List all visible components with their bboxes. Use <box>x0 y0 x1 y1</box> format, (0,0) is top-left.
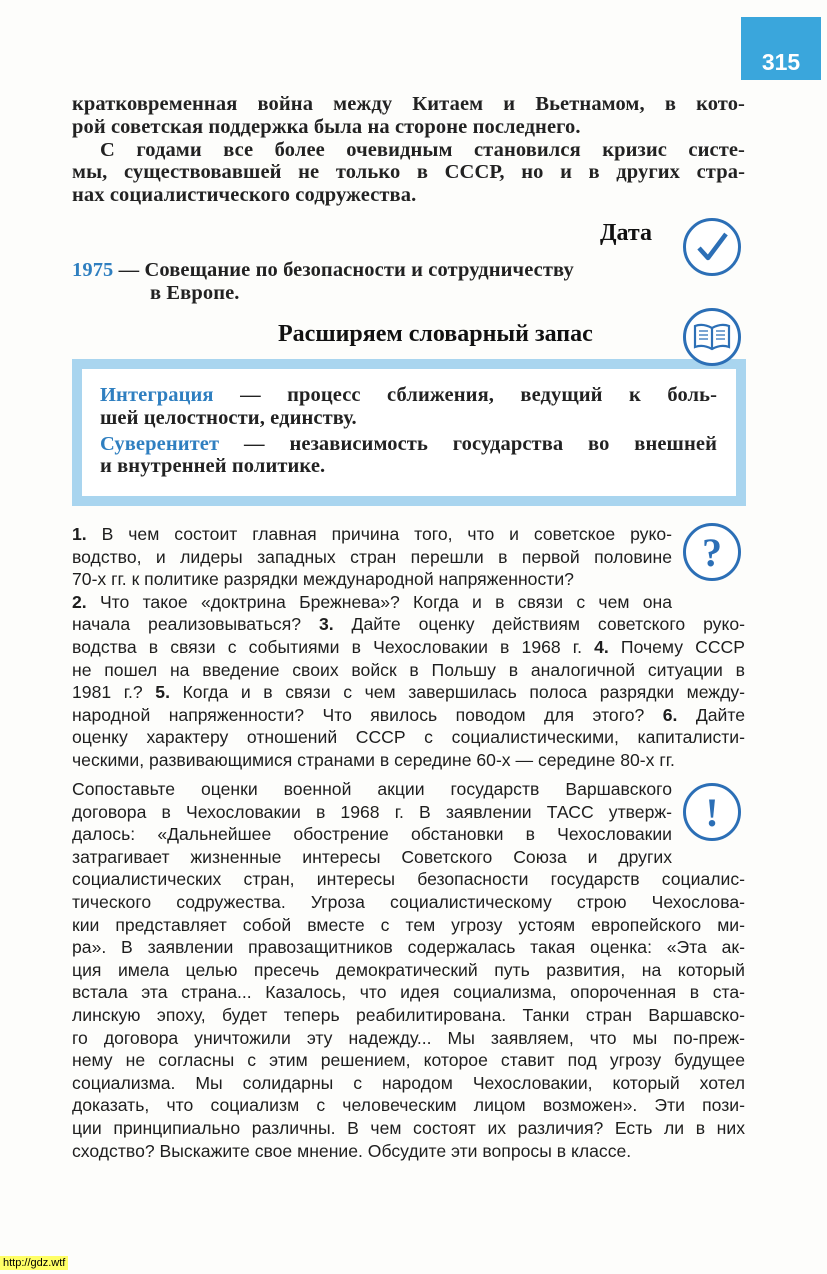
task-line: социализма. Мы солидарны с народом Чехословакии, который хотел <box>72 1072 745 1093</box>
vocab-term-line <box>100 384 717 407</box>
question-line <box>72 659 745 682</box>
question-line <box>72 681 745 704</box>
task-line: сходство? Выскажите свое мнение. Обсудите эти вопросы в классе. <box>72 1140 632 1161</box>
question-mark-icon: ? <box>683 523 741 581</box>
question-text: начала реализовываться? <box>72 614 319 635</box>
task-line: далось: «Дальнейшее обострение обстановки в Чехословакии <box>72 824 672 845</box>
book-icon <box>683 308 741 366</box>
vocab-definition-cont: и внутренней политике. <box>100 455 326 478</box>
question-text: ческими, развивающимися странами в середине 60-х — середине 80-х гг. <box>72 749 675 770</box>
question-line <box>72 546 672 569</box>
question-text: Дайте оценку действиям советского руко- <box>333 614 745 635</box>
question-text: народной напряженности? Что явилось поводом для этого? <box>72 704 663 725</box>
vocab-term-line <box>100 433 717 456</box>
page-number: 315 <box>741 17 821 80</box>
text-line: мы, существовавшей не только в СССР, но и в других стра- <box>72 161 745 184</box>
question-line <box>72 613 745 636</box>
date-text: — Совещание по безопасности и сотрудничеству <box>118 259 574 281</box>
task-paragraph <box>72 778 745 1162</box>
question-text: 1981 г.? <box>72 682 156 703</box>
task-line: тического содружества. Угроза социалистическому строю Чехослова- <box>72 891 745 912</box>
vocab-term: Интеграция <box>100 384 214 406</box>
vocab-definitions <box>100 384 717 478</box>
task-line: Сопоставьте оценки военной акции государств Варшавского <box>72 779 672 799</box>
task-line: нему не согласны с этим решением, которое ставит под угрозу будущее <box>72 1050 745 1071</box>
question-line <box>72 726 745 749</box>
question-line <box>72 568 672 591</box>
intro-paragraphs <box>72 93 745 207</box>
question-text: В чем состоит главная причина того, что и советское руко- <box>86 524 672 544</box>
task-line: ра». В заявлении правозащитников содержалась такая оценка: «Эта ак- <box>72 937 745 958</box>
vocab-term: Суверенитет <box>100 432 220 455</box>
task-line: договора в Чехословакии в 1968 г. В заявлении ТАСС утверж- <box>72 801 672 822</box>
questions-list <box>72 523 745 772</box>
question-text: Почему СССР <box>608 636 745 657</box>
vocab-heading: Расширяем словарный запас <box>278 321 593 347</box>
text-line: кратковременная война между Китаем и Вьетнамом, в кото- <box>72 93 745 115</box>
vocab-definition: — независимость государства во внешней <box>244 432 717 455</box>
vocab-definition: — процесс сближения, ведущий к боль- <box>240 384 717 406</box>
question-number: 2. <box>72 591 87 612</box>
task-line: линскую эпоху, будет теперь реабилитирована. Танки стран Варшавско- <box>72 1004 745 1025</box>
text-line: С годами все более очевидным становился кризис систе- <box>100 138 745 161</box>
question-text: не пошел на введение своих войск в Польшу в аналогичной ситуации в <box>72 659 745 680</box>
task-line: ция имела целью пресечь демократический путь развития, на который <box>72 959 745 980</box>
question-line <box>72 523 672 546</box>
date-entry <box>72 259 745 305</box>
task-line: ции принципиально различны. В чем состоят их различия? Есть ли в них <box>72 1117 745 1138</box>
task-line: затрагивает жизненные интересы Советского Союза и других <box>72 846 672 867</box>
task-line: социалистических стран, интересы безопасности государств социалис- <box>72 869 745 890</box>
question-line <box>72 704 745 727</box>
question-number: 3. <box>318 614 334 635</box>
task-line: встала эта страна... Казалось, что идея социализма, опороченная в ста- <box>72 982 745 1003</box>
question-text: оценку характеру отношений СССР с социалистическими, капиталисти- <box>72 727 745 748</box>
task-line: кии представляет собой вместе с тем угрозу устоям европейского ми- <box>72 914 745 935</box>
task-line: доказать, что социализм с человеческим лицом возможен». Эти пози- <box>72 1095 745 1116</box>
question-number: 6. <box>662 704 678 725</box>
question-number: 5. <box>155 682 170 703</box>
vocab-definition-cont: шей целостности, единству. <box>100 406 357 429</box>
question-text: Когда и в связи с чем завершилась полоса разрядки между- <box>169 682 746 703</box>
question-line <box>72 591 672 614</box>
text-line: рой советская поддержка была на стороне последнего. <box>72 115 581 138</box>
text-line: нах социалистического содружества. <box>72 184 417 207</box>
task-line: го договора уничтожили эту надежду... Мы заявляем, что мы по-преж- <box>72 1027 745 1048</box>
question-number: 4. <box>594 636 609 657</box>
watermark: http://gdz.wtf <box>0 1256 68 1270</box>
question-text: водства в связи с событиями в Чехословакии в 1968 г. <box>72 636 595 657</box>
date-text-cont: в Европе. <box>150 281 240 304</box>
date-heading: Дата <box>600 220 652 246</box>
question-number: 1. <box>72 524 87 544</box>
question-text: Что такое «доктрина Брежнева»? Когда и в связи с чем она <box>86 591 672 612</box>
question-line <box>72 749 745 772</box>
question-text: 70-х гг. к политике разрядки международной напряженности? <box>72 569 574 590</box>
exclamation-icon: ! <box>683 783 741 841</box>
question-text: водство, и лидеры западных стран перешли в первой половине <box>72 546 672 567</box>
date-year: 1975 <box>72 259 114 281</box>
question-line <box>72 636 745 659</box>
question-text: Дайте <box>677 704 746 725</box>
